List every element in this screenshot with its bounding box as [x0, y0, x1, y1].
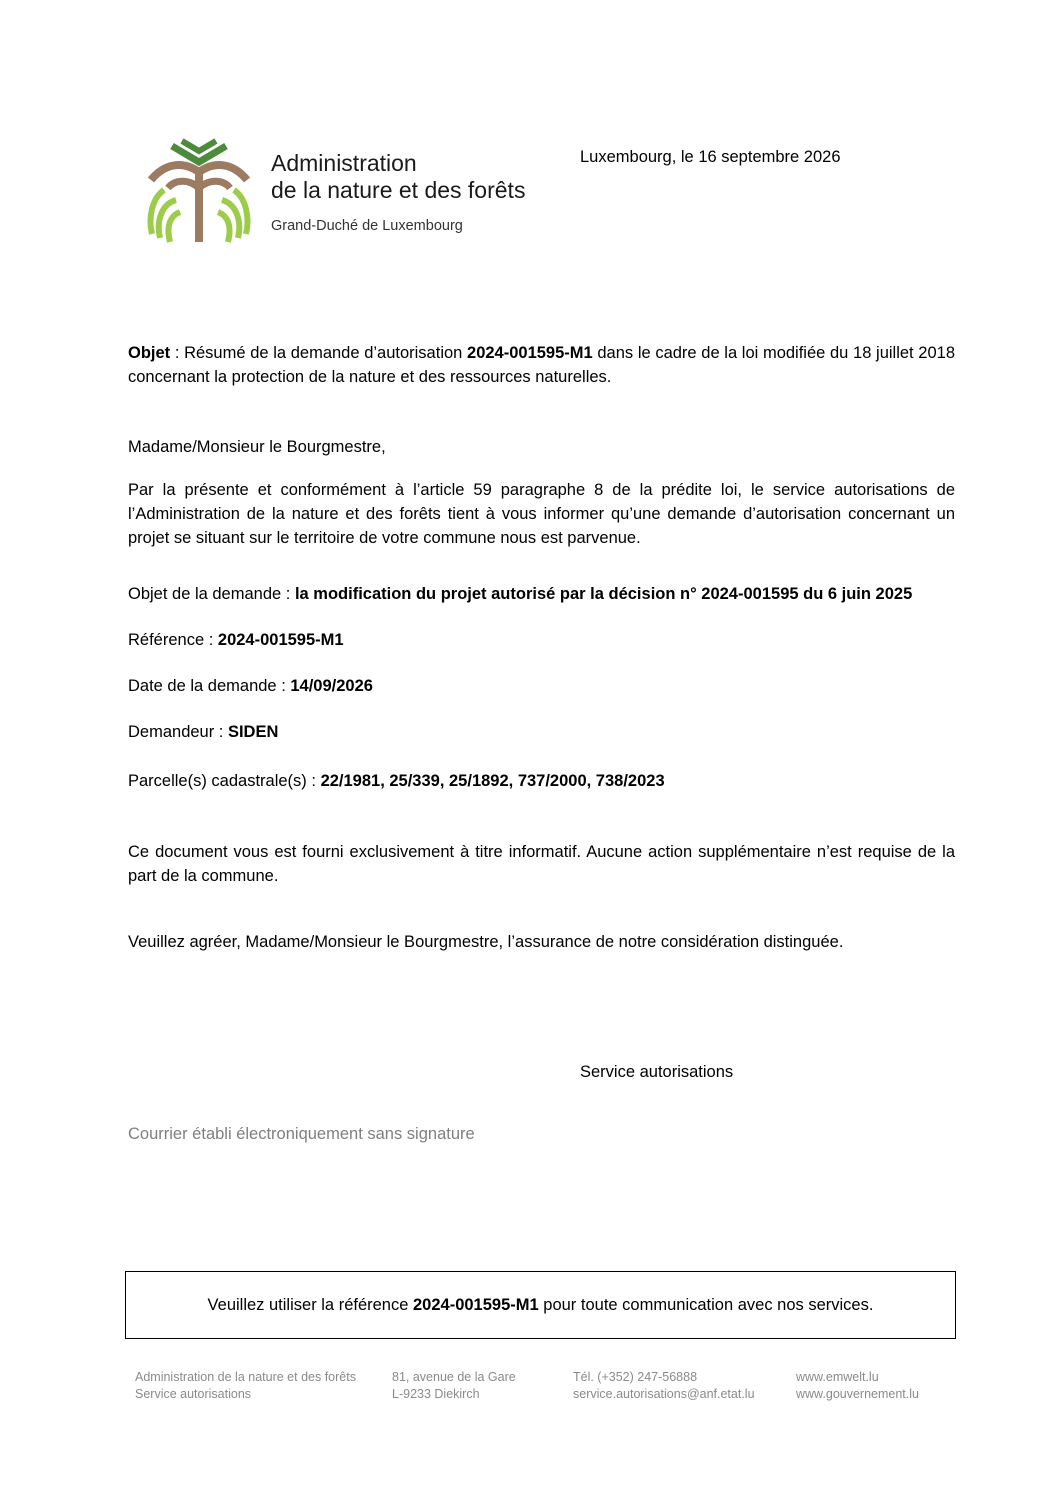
ref-box-after: pour toute communication avec nos services.: [543, 1295, 874, 1314]
footer-org-name: Administration de la nature et des forêts: [135, 1370, 356, 1384]
salutation: Madame/Monsieur le Bourgmestre,: [128, 438, 386, 456]
footer-email[interactable]: service.autorisations@anf.etat.lu: [573, 1387, 755, 1401]
parcelles-line: [128, 769, 955, 793]
anf-logo-icon: [146, 138, 252, 244]
footer-street: 81, avenue de la Gare: [392, 1370, 516, 1384]
demandeur-value: SIDEN: [227, 723, 279, 741]
objet-demande-value: la modification du projet autorisé par la décision n° 2024-001595 du 6 juin 2025: [294, 585, 913, 603]
objet-text-2: dans le cadre de la loi modifiée du 18 juillet 2018 concernant la protection de la nature et des ressources naturelles.: [128, 344, 956, 386]
letter-date: Luxembourg, le 16 septembre 2026: [580, 148, 841, 166]
footer-service: Service autorisations: [135, 1387, 252, 1401]
footer-link-emwelt[interactable]: www.emwelt.lu: [796, 1370, 879, 1384]
footer-phone: Tél. (+352) 247-56888: [573, 1370, 698, 1384]
org-header: [271, 150, 525, 234]
demandeur-line: [128, 720, 955, 744]
reference-label: Référence :: [128, 631, 218, 649]
electronic-note: Courrier établi électroniquement sans signature: [128, 1125, 475, 1143]
parcelles-value: 22/1981, 25/339, 25/1892, 737/2000, 738/2023: [320, 772, 665, 790]
date-demande-line: [128, 674, 955, 698]
ref-box-before: Veuillez utiliser la référence: [207, 1295, 409, 1314]
demandeur-label: Demandeur :: [128, 723, 228, 741]
info-note-paragraph: Ce document vous est fourni exclusivement à titre informatif. Aucune action supplémentaire n’est requise de la part de la commune.: [128, 843, 955, 885]
footer-city: L-9233 Diekirch: [392, 1387, 480, 1401]
ref-box-reference: 2024-001595-M1: [413, 1295, 539, 1314]
reference-box: [125, 1271, 956, 1339]
footer-col-org: [135, 1369, 356, 1403]
reference-value: 2024-001595-M1: [217, 631, 344, 649]
footer-col-contact: [573, 1369, 755, 1403]
objet-demande-line: [128, 582, 955, 606]
closing-paragraph: Veuillez agréer, Madame/Monsieur le Bourgmestre, l’assurance de notre considération distinguée.: [128, 933, 844, 951]
parcelles-label: Parcelle(s) cadastrale(s) :: [128, 772, 321, 790]
objet-paragraph: [128, 341, 955, 389]
intro-paragraph: Par la présente et conformément à l’article 59 paragraphe 8 de la prédite loi, le service autorisations de l’Administration de la nature et des forêts tient à vous informer qu’une demande d’autorisation concernant un projet se situant sur le territoire de votre commune nous est parvenue.: [128, 481, 955, 547]
date-demande-label: Date de la demande :: [128, 677, 291, 695]
org-name-line2: de la nature et des forêts: [271, 177, 526, 203]
objet-label: Objet: [128, 344, 171, 362]
objet-reference: 2024-001595-M1: [467, 344, 593, 362]
org-subtitle: Grand-Duché de Luxembourg: [271, 218, 463, 234]
signature-service: Service autorisations: [580, 1063, 734, 1081]
footer-col-web: [796, 1369, 919, 1403]
date-demande-value: 14/09/2026: [290, 677, 373, 695]
footer-link-gouvernement[interactable]: www.gouvernement.lu: [796, 1387, 919, 1401]
objet-demande-label: Objet de la demande :: [128, 585, 295, 603]
objet-text-1: : Résumé de la demande d’autorisation: [170, 344, 468, 362]
reference-line: [128, 628, 955, 652]
org-name-line1: Administration: [271, 150, 417, 176]
footer-col-address: [392, 1369, 516, 1403]
